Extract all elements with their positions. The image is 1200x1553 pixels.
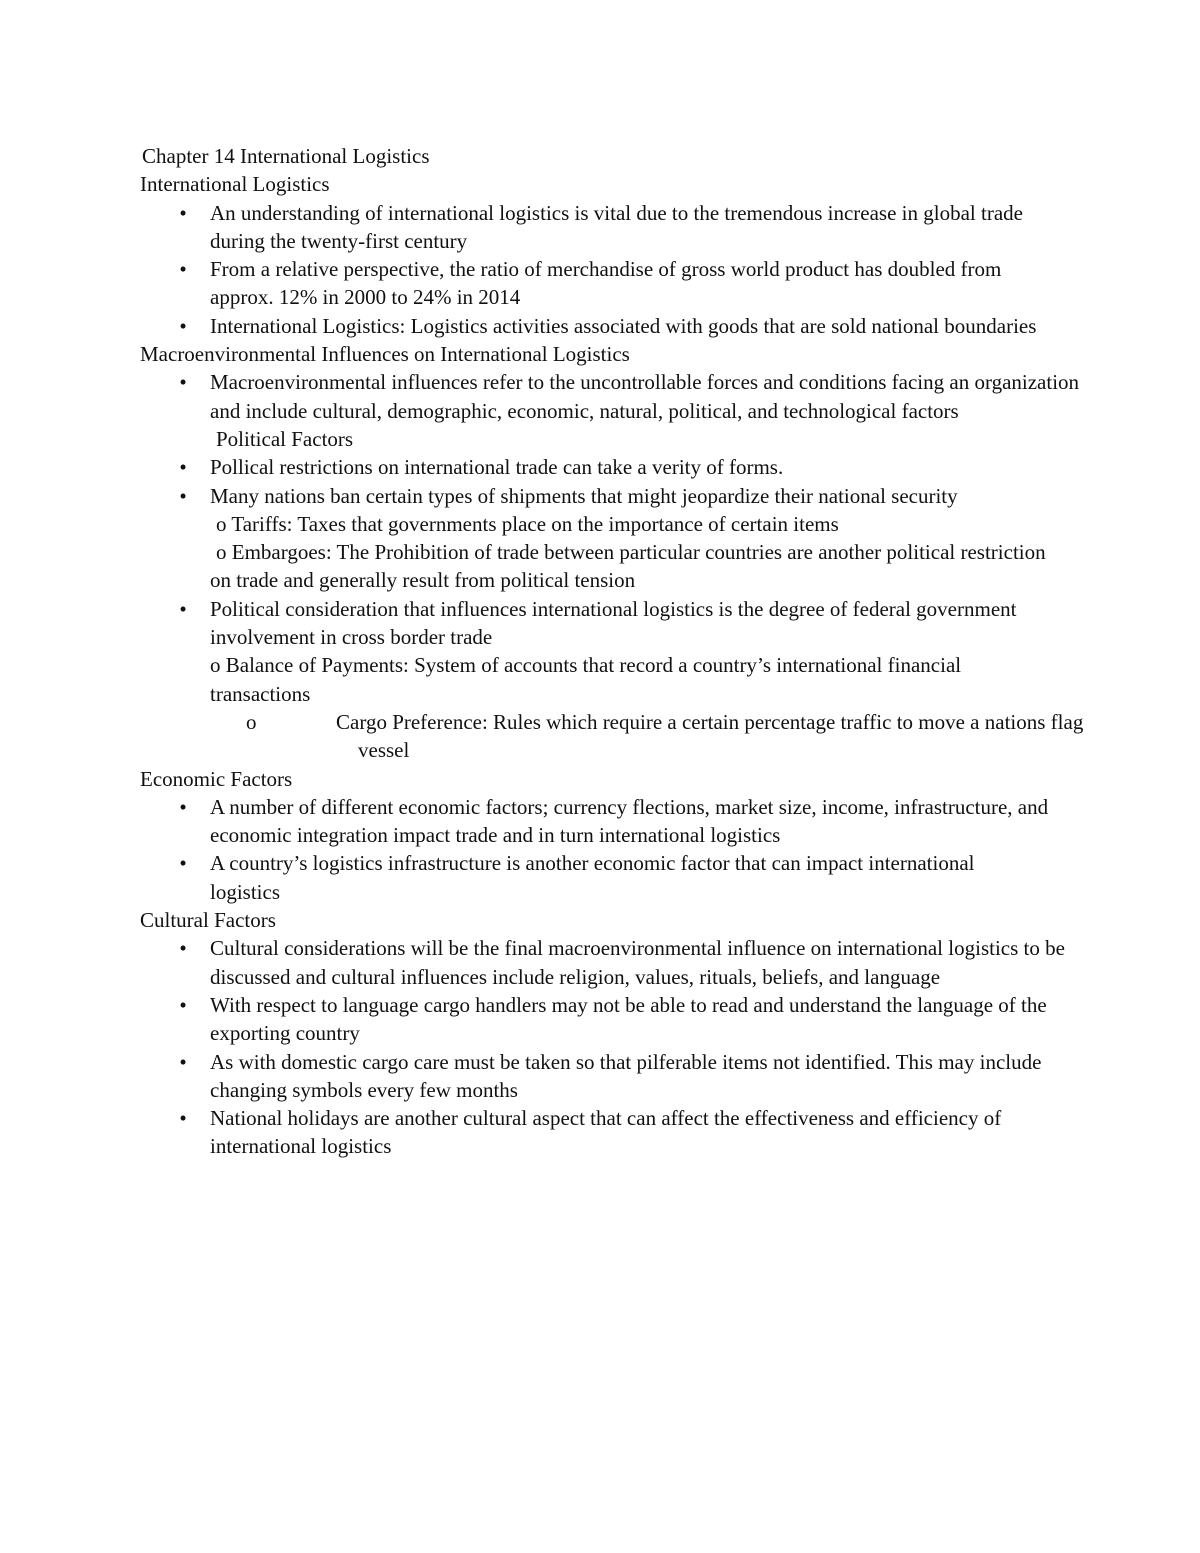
bullet-text: National holidays are another cultural aspect that can affect the effectiveness and efficiency of international logistics	[210, 1106, 1002, 1159]
bullet-glyph: •	[179, 1106, 187, 1131]
bullet-text: Pollical restrictions on international trade can take a verity of forms.	[210, 455, 784, 480]
sub-item-embargoes-text: o Embargoes: The Prohibition of trade between particular countries are another political restriction on trade and generally result from political tension	[210, 540, 1046, 593]
section-heading-economic-factors: Economic Factors	[140, 766, 293, 791]
bullet-item	[140, 482, 1050, 510]
bullet-text: From a relative perspective, the ratio of merchandise of gross world product has doubled from approx. 12% in 2000 to 24% in 2014	[210, 257, 1002, 310]
bullet-item	[140, 199, 1070, 256]
bullet-glyph: •	[179, 794, 187, 819]
bullet-text: A number of different economic factors; currency flections, market size, income, infrastructure, and economic integration impact trade and in turn international logistics	[210, 794, 1049, 848]
bullet-text: International Logistics: Logistics activities associated with goods that are sold national boundaries	[210, 313, 1037, 338]
bullet-item	[140, 793, 1110, 850]
section-heading-international-logistics: International Logistics	[140, 172, 330, 197]
bullet-text: An understanding of international logistics is vital due to the tremendous increase in global trade during the twenty-first century	[210, 200, 1023, 253]
bullet-glyph: •	[179, 596, 187, 621]
bullet-item	[140, 934, 1110, 991]
document-page	[140, 142, 1084, 1161]
sub-item-balance-text: o Balance of Payments: System of accounts that record a country’s international financial transactions	[210, 653, 962, 706]
bullet-text: A country’s logistics infrastructure is another economic factor that can impact international logistics	[210, 851, 975, 904]
bullet-text: As with domestic cargo care must be taken so that pilferable items not identified. This may include changing symbols every few months	[210, 1049, 1042, 1102]
bullet-item	[140, 255, 1050, 312]
subheading-political-factors: Political Factors	[216, 426, 354, 451]
bullet-glyph: •	[179, 992, 187, 1017]
bullet-item	[140, 368, 1110, 425]
bullet-glyph: •	[179, 483, 187, 508]
bullet-text: With respect to language cargo handlers may not be able to read and understand the language of the exporting country	[210, 992, 1047, 1046]
bullet-glyph: •	[179, 936, 187, 961]
bullet-item	[140, 1048, 1110, 1105]
chapter-title: Chapter 14 International Logistics	[142, 144, 430, 168]
bullet-text: Macroenvironmental influences refer to the uncontrollable forces and conditions facing an organization and include cultural, demographic, economic, natural, political, and technological factors	[210, 370, 1080, 423]
sub-item-cargo-preference	[140, 708, 1090, 765]
bullet-text: Political consideration that influences international logistics is the degree of federal government involvement in cross border trade	[210, 596, 1017, 650]
section-heading-cultural-factors: Cultural Factors	[140, 908, 276, 933]
bullet-item	[140, 849, 1030, 906]
sub-item-tariffs: o Tariffs: Taxes that governments place on the importance of certain items	[216, 511, 839, 536]
bullet-text: Many nations ban certain types of shipments that might jeopardize their national security	[210, 483, 958, 508]
bullet-glyph: •	[179, 257, 187, 282]
section-heading-macroenvironmental: Macroenvironmental Influences on International Logistics	[140, 342, 630, 367]
bullet-item	[140, 595, 1090, 652]
bullet-glyph: •	[179, 313, 187, 338]
sub-item-balance-of-payments	[140, 651, 1060, 708]
bullet-item	[140, 991, 1080, 1048]
bullet-glyph: •	[179, 200, 187, 225]
bullet-glyph: •	[179, 370, 187, 395]
sub-item-embargoes	[140, 538, 1060, 595]
bullet-text: Cultural considerations will be the final macroenvironmental influence on international logistics to be discussed and cultural influences include religion, values, rituals, beliefs, and language	[210, 936, 1065, 989]
sub-item-marker: o	[246, 709, 257, 734]
bullet-item	[140, 1104, 1060, 1161]
bullet-glyph: •	[179, 455, 187, 480]
bullet-glyph: •	[179, 1049, 187, 1074]
bullet-item	[140, 453, 1110, 481]
bullet-item	[140, 312, 1110, 340]
bullet-glyph: •	[179, 851, 187, 876]
sub-item-cargo-text: Cargo Preference: Rules which require a certain percentage traffic to move a nations flag vessel	[336, 709, 1084, 763]
